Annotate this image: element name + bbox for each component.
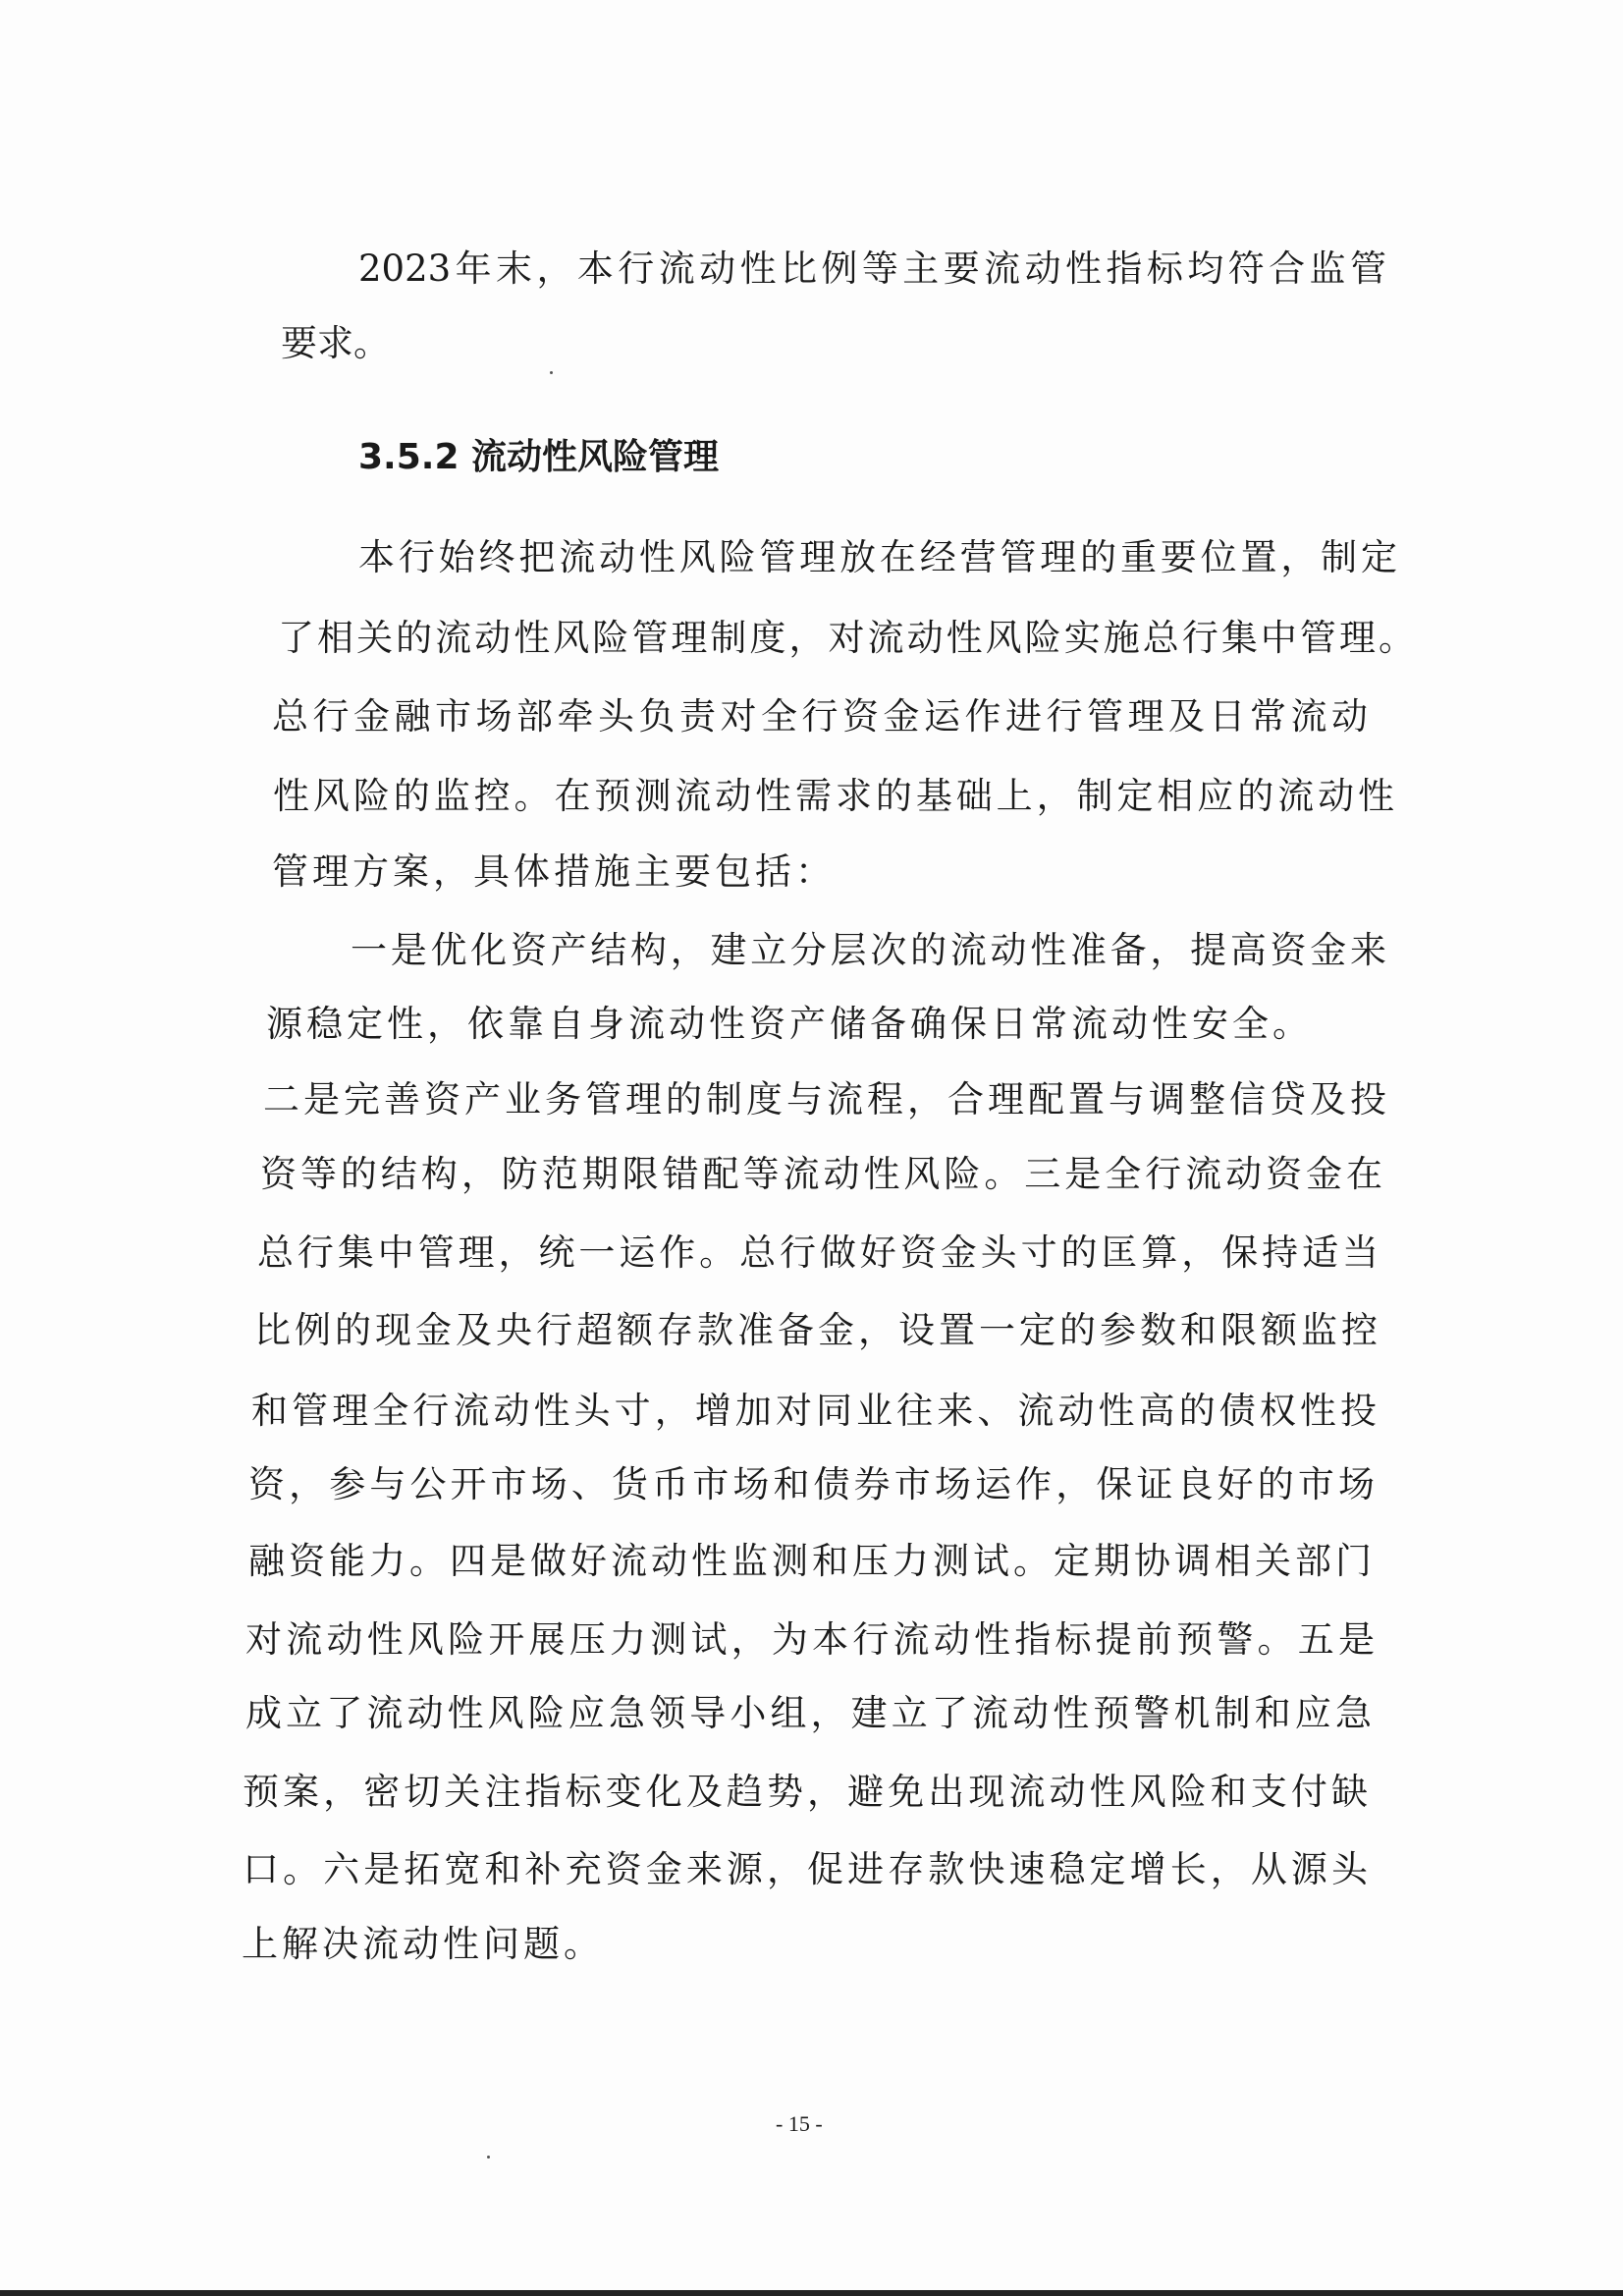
body-line: 管理方案，具体措施主要包括： bbox=[272, 850, 836, 893]
body-line: 比例的现金及央行超额存款准备金，设置一定的参数和限额监控 bbox=[254, 1309, 1378, 1351]
body-line: 成立了流动性风险应急领导小组，建立了流动性预警机制和应急 bbox=[245, 1692, 1372, 1734]
body-line: 总行金融市场部牵头负责对全行资金运作进行管理及日常流动 bbox=[272, 695, 1368, 738]
body-line: 资等的结构，防范期限错配等流动性风险。三是全行流动资金在 bbox=[260, 1153, 1382, 1195]
section-heading: 3.5.2 流动性风险管理 bbox=[358, 437, 720, 477]
intro-line: 要求。 bbox=[281, 322, 390, 364]
body-line: 和管理全行流动性头寸，增加对同业往来、流动性高的债权性投 bbox=[251, 1390, 1377, 1432]
body-line: 对流动性风险开展压力测试，为本行流动性指标提前预警。五是 bbox=[245, 1618, 1375, 1661]
body-line: 本行始终把流动性风险管理放在经营管理的重要位置，制定 bbox=[358, 536, 1397, 578]
body-line: 上解决流动性问题。 bbox=[242, 1923, 604, 1965]
body-line: 了相关的流动性风险管理制度，对流动性风险实施总行集中管理。 bbox=[278, 617, 1415, 659]
body-line: 预案，密切关注指标变化及趋势，避免出现流动性风险和支付缺 bbox=[243, 1771, 1368, 1813]
body-line: 口。六是拓宽和补充资金来源，促进存款快速稳定增长，从源头 bbox=[243, 1848, 1368, 1890]
body-line: 资，参与公开市场、货币市场和债券市场运作，保证良好的市场 bbox=[248, 1463, 1375, 1505]
body-line: 融资能力。四是做好流动性监测和压力测试。定期协调相关部门 bbox=[248, 1540, 1372, 1582]
body-line: 源稳定性，依靠自身流动性资产储备确保日常流动性安全。 bbox=[266, 1003, 1313, 1045]
body-line: 二是完善资产业务管理的制度与流程，合理配置与调整信贷及投 bbox=[263, 1078, 1386, 1121]
scan-bottom-edge bbox=[0, 2290, 1623, 2296]
intro-line: 2023年末，本行流动性比例等主要流动性指标均符合监管 bbox=[358, 247, 1386, 290]
page-number: - 15 - bbox=[776, 2111, 823, 2136]
body-line: 一是优化资产结构，建立分层次的流动性准备，提高资金来 bbox=[351, 929, 1386, 971]
body-line: 总行集中管理，统一运作。总行做好资金头寸的匡算，保持适当 bbox=[257, 1231, 1379, 1274]
scan-speck bbox=[487, 2156, 490, 2159]
body-line: 性风险的监控。在预测流动性需求的基础上，制定相应的流动性 bbox=[273, 775, 1394, 817]
scan-speck bbox=[550, 371, 553, 374]
